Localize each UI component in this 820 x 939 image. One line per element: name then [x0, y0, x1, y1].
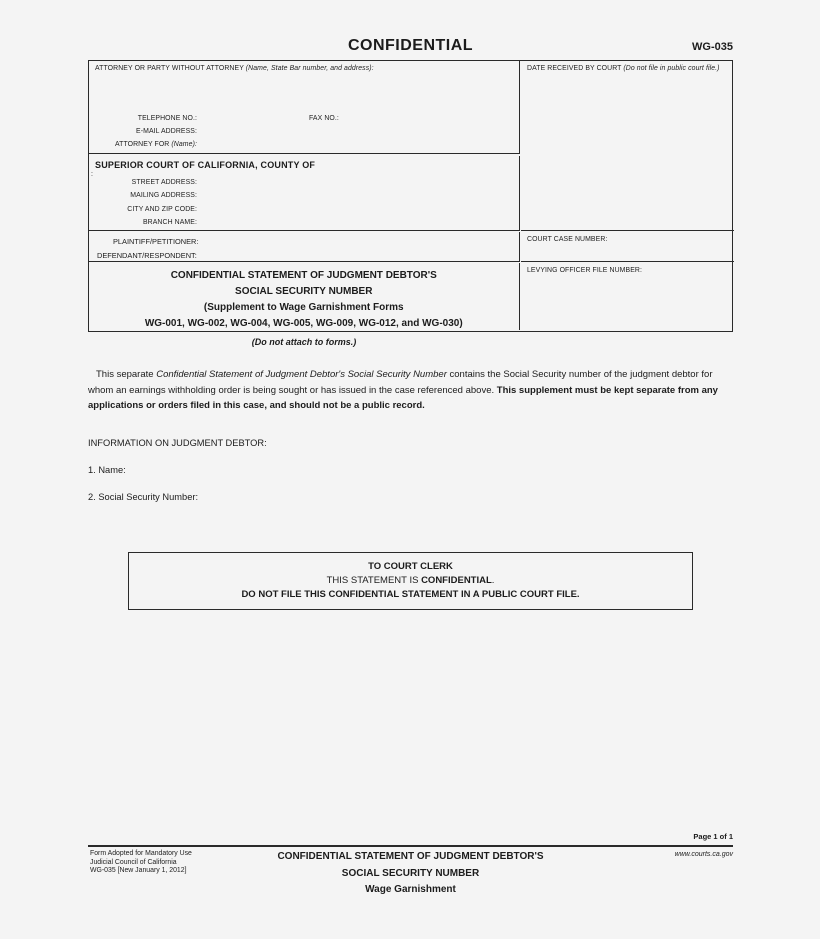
plaintiff-label: PLAINTIFF/PETITIONER:	[113, 237, 199, 246]
attorney-for-label	[64, 141, 197, 148]
mailing-address-field[interactable]	[201, 190, 401, 200]
form-title-line4: WG-001, WG-002, WG-004, WG-005, WG-009, WG-012, and WG-030)	[144, 318, 463, 329]
attorney-box-label	[95, 65, 374, 72]
date-received-text: DATE RECEIVED BY COURT	[527, 65, 624, 72]
intro-form-name: Confidential Statement of Judgment Debtor's Social Security Number	[156, 369, 447, 380]
form-number: WG-035	[692, 41, 733, 53]
caption-table	[88, 60, 733, 332]
footer-website: www.courts.ca.gov	[674, 851, 733, 858]
debtor-name-field[interactable]	[140, 463, 540, 475]
clerk-notice-line3: DO NOT FILE THIS CONFIDENTIAL STATEMENT IN A PUBLIC COURT FILE.	[241, 589, 580, 600]
fax-label: FAX NO.:	[309, 115, 339, 122]
attorney-label-text: ATTORNEY OR PARTY WITHOUT ATTORNEY	[95, 65, 246, 72]
attorney-for-field[interactable]	[201, 139, 351, 149]
plaintiff-field[interactable]	[214, 236, 504, 246]
email-field[interactable]	[201, 126, 351, 136]
defendant-field[interactable]	[214, 250, 504, 260]
footer-title-line2: SOCIAL SECURITY NUMBER	[341, 867, 480, 879]
attorney-for-hint: (Name):	[171, 141, 197, 148]
intro-seg1: This separate	[96, 369, 157, 380]
do-not-attach-note: (Do not attach to forms.)	[251, 337, 357, 347]
debtor-ssn-label: 2. Social Security Number:	[88, 492, 199, 502]
case-number-label: COURT CASE NUMBER:	[527, 236, 608, 243]
intro-paragraph	[88, 367, 737, 414]
date-received-field[interactable]	[527, 81, 727, 221]
clerk-line2-pre: THIS STATEMENT IS	[326, 575, 422, 586]
fax-field[interactable]	[343, 113, 443, 123]
form-title	[89, 268, 519, 332]
mailing-address-label: MAILING ADDRESS:	[130, 192, 197, 199]
clerk-notice-line1: TO COURT CLERK	[368, 561, 453, 572]
email-label: E-MAIL ADDRESS:	[136, 128, 197, 135]
attorney-box	[89, 61, 520, 154]
city-zip-label: CITY AND ZIP CODE:	[127, 205, 197, 213]
footer-title-line3: Wage Garnishment	[365, 884, 456, 895]
form-title-line1: CONFIDENTIAL STATEMENT OF JUDGMENT DEBTOR'S	[170, 270, 437, 281]
levying-officer-file-number-field[interactable]	[527, 277, 727, 325]
attorney-for-text: ATTORNEY FOR	[114, 141, 172, 148]
adoption-line3: WG-035 [New January 1, 2012]	[90, 867, 187, 875]
clerk-line2-post: .	[491, 575, 495, 586]
court-colon: :	[91, 170, 94, 178]
county-field[interactable]	[329, 159, 509, 170]
debtor-ssn-field[interactable]	[205, 490, 505, 502]
adoption-line1: Form Adopted for Mandatory Use	[90, 850, 192, 857]
footer-title-line1: CONFIDENTIAL STATEMENT OF JUDGMENT DEBTOR'S	[277, 851, 544, 862]
street-address-label: STREET ADDRESS:	[131, 178, 197, 186]
clerk-line2-confidential: CONFIDENTIAL	[421, 575, 492, 586]
debtor-name-label: 1. Name:	[88, 465, 126, 475]
attorney-label-hint: (Name, State Bar number, and address):	[245, 65, 374, 72]
footer-divider	[88, 845, 733, 847]
defendant-label: DEFENDANT/RESPONDENT:	[97, 251, 197, 260]
clerk-notice-box	[128, 552, 693, 610]
city-zip-field[interactable]	[201, 204, 401, 214]
intro-seg3: contains the Social Security number of the judgment debtor for whom an earnings withholding order is being sought or has issued in the case referenced above.	[88, 369, 713, 396]
court-case-number-field[interactable]	[527, 246, 727, 259]
telephone-label: TELEPHONE NO.:	[137, 115, 197, 122]
party-box	[89, 232, 520, 262]
date-received-box	[521, 61, 734, 231]
form-title-line3: (Supplement to Wage Garnishment Forms	[203, 302, 404, 313]
form-title-box	[89, 263, 520, 330]
branch-name-field[interactable]	[201, 217, 401, 227]
court-title: SUPERIOR COURT OF CALIFORNIA, COUNTY OF	[95, 159, 316, 170]
telephone-field[interactable]	[201, 113, 301, 123]
page-indicator: Page 1 of 1	[693, 832, 733, 841]
street-address-field[interactable]	[201, 177, 401, 187]
court-box	[89, 156, 520, 231]
date-received-label	[527, 65, 720, 72]
intro-warning: This supplement must be kept separate from any applications or orders filed in this case, and should not be a public record.	[88, 384, 718, 411]
branch-name-label: BRANCH NAME:	[142, 219, 197, 226]
debtor-info-heading: INFORMATION ON JUDGMENT DEBTOR:	[88, 438, 267, 448]
levying-officer-label: LEVYING OFFICER FILE NUMBER:	[527, 267, 642, 274]
confidential-banner: CONFIDENTIAL	[347, 37, 474, 54]
levying-officer-box	[521, 263, 734, 330]
form-title-line2: SOCIAL SECURITY NUMBER	[235, 286, 373, 297]
adoption-line2: Judicial Council of California	[90, 858, 177, 866]
case-number-box	[521, 232, 734, 262]
clerk-notice-line2	[129, 574, 692, 588]
attorney-address-field[interactable]	[95, 75, 513, 111]
date-received-hint: (Do not file in public court file.)	[623, 65, 720, 72]
